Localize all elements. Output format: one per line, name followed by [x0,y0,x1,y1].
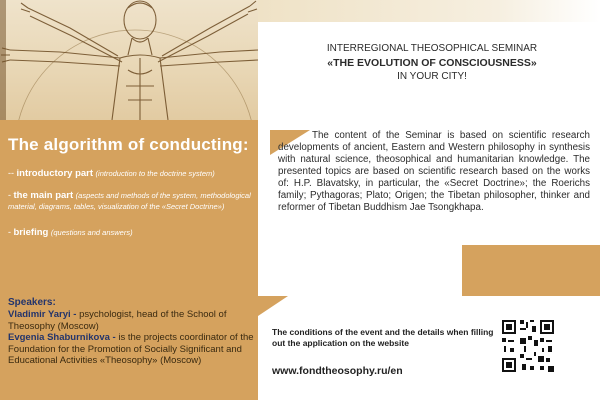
stage-introductory [8,168,254,179]
qr-code-icon[interactable] [500,318,556,374]
stage-note: (introduction to the doctrine system) [95,169,215,178]
speaker-item [8,332,256,367]
stage-note: (aspects and methods of the system, methodological material, diagrams, tables, visualization of the «Secret Doctrine») [8,191,251,211]
footer-triangle-icon [258,296,288,316]
stage-label: introductory part [16,168,94,179]
top-decorative-strip [258,0,600,22]
stage-label: the main part [13,190,74,201]
algorithm-title: The algorithm of conducting: [8,135,249,154]
header-line-3: IN YOUR CITY! [397,71,467,82]
stage-briefing [8,227,254,238]
stage-label: briefing [13,227,49,238]
vitruvian-man-artwork [0,0,258,120]
speakers-heading: Speakers: [8,297,56,308]
stage-prefix: -- [8,168,17,178]
vitruvian-man-drawing [0,0,258,120]
speaker-item [8,309,256,332]
header-line-2: «THE EVOLUTION OF CONSCIOUSNESS» [327,57,537,69]
stage-prefix: - [8,190,14,200]
stage-main [8,190,254,212]
event-conditions-text: The conditions of the event and the details when filling out the application on the website [272,327,494,348]
speaker-role: psychologist, head of the School of Theosophy (Moscow) [8,309,227,332]
description-text: The content of the Seminar is based on scientific research developments of ancient, Eastern and Western philosophy in synthesis with natural science, theosophical and humanitarian knowledge. The presented topics are based on scientific research based on the works of: H.P. Blavatsky, in particular, the «Secret Doctrine»; the Roerichs family; Pythagoras; Plato; Origen; the Tibetan philosopher, thinker and reformer of Tibetan Buddhism Jae Tsongkhapa. [278,130,590,213]
stage-note: (questions and answers) [50,228,133,237]
seminar-description [278,130,590,214]
speaker-name: Vladimir Yaryi - [8,309,77,320]
speaker-role: is the projects coordinator of the Foundation for the Promotion of Socially Significant and Educational Activities «Theosophy» (Moscow) [8,332,254,366]
header-line-1: INTERREGIONAL THEOSOPHICAL SEMINAR [326,43,538,54]
speaker-name: Evgenia Shaburnikova - [8,332,116,343]
seminar-header [272,42,592,84]
website-link[interactable]: www.fondtheosophy.ru/en [272,365,403,377]
stage-prefix: - [8,227,14,237]
